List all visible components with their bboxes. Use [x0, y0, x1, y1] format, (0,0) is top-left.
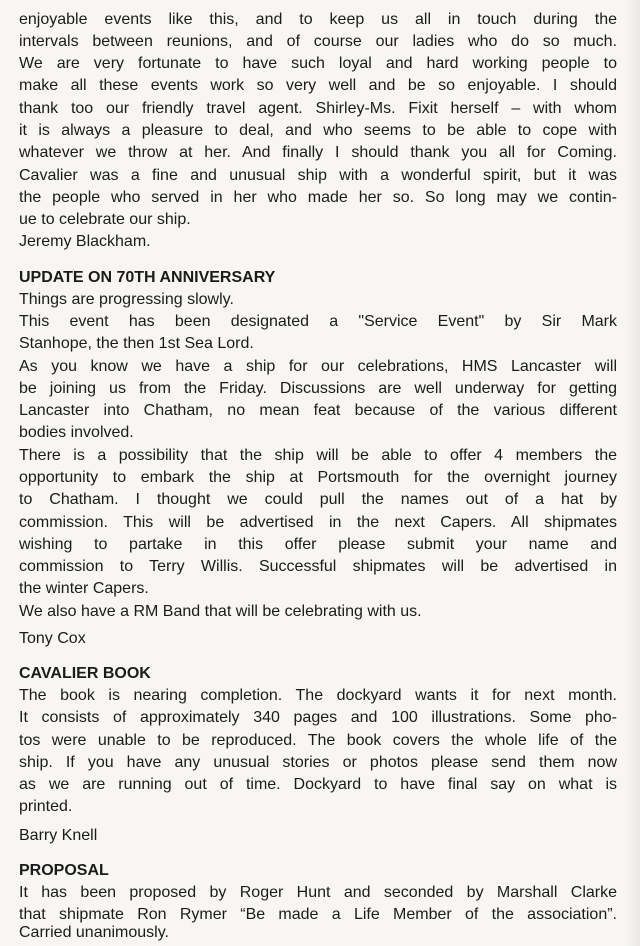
anniversary-line: bodies involved.	[19, 424, 134, 441]
anniversary-line: We also have a RM Band that will be celebrating with us.	[19, 603, 422, 620]
letter-line: whatever we throw at her. And finally I should thank you all for Coming.	[19, 144, 617, 161]
book-line: as we are running out of time. Dockyard to have final say on what is	[19, 776, 617, 793]
anniversary-line: Lancaster into Chatham, no mean feat because of the various different	[19, 402, 617, 419]
anniversary-line: wishing to partake in this offer please submit your name and	[19, 536, 617, 553]
anniversary-line: This event has been designated a "Service Event" by Sir Mark	[19, 313, 617, 330]
anniversary-line: opportunity to embark the ship at Portsmouth for the overnight journey	[19, 469, 617, 486]
anniversary-signature: Tony Cox	[19, 630, 86, 647]
section-heading-book: CAVALIER BOOK	[19, 665, 151, 682]
book-line: printed.	[19, 798, 73, 815]
anniversary-line: commission to Terry Willis. Successful shipmates will be advertised in	[19, 558, 617, 575]
proposal-line: Carried unanimously.	[19, 924, 169, 941]
book-line: ship. If you have any unusual stories or photos please send them now	[19, 754, 617, 771]
section-heading-anniversary: UPDATE ON 70TH ANNIVERSARY	[19, 269, 276, 286]
anniversary-line: Things are progressing slowly.	[19, 291, 234, 308]
letter-line: the people who served in her who made her so. So long may we contin-	[19, 189, 617, 206]
letter-line: it is always a pleasure to deal, and who seems to be able to cope with	[19, 122, 617, 139]
proposal-line: that shipmate Ron Rymer “Be made a Life Member of the association”.	[19, 906, 617, 923]
letter-line: intervals between reunions, and of course our ladies who do so much.	[19, 33, 617, 50]
anniversary-line: the winter Capers.	[19, 580, 149, 597]
anniversary-line: As you know we have a ship for our celebrations, HMS Lancaster will	[19, 358, 617, 375]
letter-line: make all these events work so very well and be so enjoyable. I should	[19, 77, 617, 94]
scan-shadow	[626, 0, 640, 946]
letter-line: thank too our friendly travel agent. Shirley-Ms. Fixit herself – with whom	[19, 100, 617, 117]
letter-line: enjoyable events like this, and to keep us all in touch during the	[19, 11, 617, 28]
book-line: The book is nearing completion. The dockyard wants it for next month.	[19, 687, 617, 704]
letter-line: ue to celebrate our ship.	[19, 211, 191, 228]
letter-line: We are very fortunate to have such loyal and hard working people to	[19, 55, 617, 72]
anniversary-line: There is a possibility that the ship will be able to offer 4 members the	[19, 447, 617, 464]
anniversary-line: commission. This will be advertised in the next Capers. All shipmates	[19, 514, 617, 531]
section-heading-proposal: PROPOSAL	[19, 862, 109, 879]
anniversary-line: to Chatham. I thought we could pull the names out of a hat by	[19, 491, 617, 508]
anniversary-line: Stanhope, the then 1st Sea Lord.	[19, 335, 254, 352]
anniversary-line: be joining us from the Friday. Discussions are well underway for getting	[19, 380, 617, 397]
book-signature: Barry Knell	[19, 827, 98, 844]
proposal-line: It has been proposed by Roger Hunt and seconded by Marshall Clarke	[19, 884, 617, 901]
letter-signature: Jeremy Blackham.	[19, 233, 151, 250]
book-line: It consists of approximately 340 pages and 100 illustrations. Some pho-	[19, 709, 617, 726]
book-line: tos were unable to be reproduced. The book covers the whole life of the	[19, 732, 617, 749]
letter-line: Cavalier was a fine and unusual ship with a wonderful spirit, but it was	[19, 167, 617, 184]
